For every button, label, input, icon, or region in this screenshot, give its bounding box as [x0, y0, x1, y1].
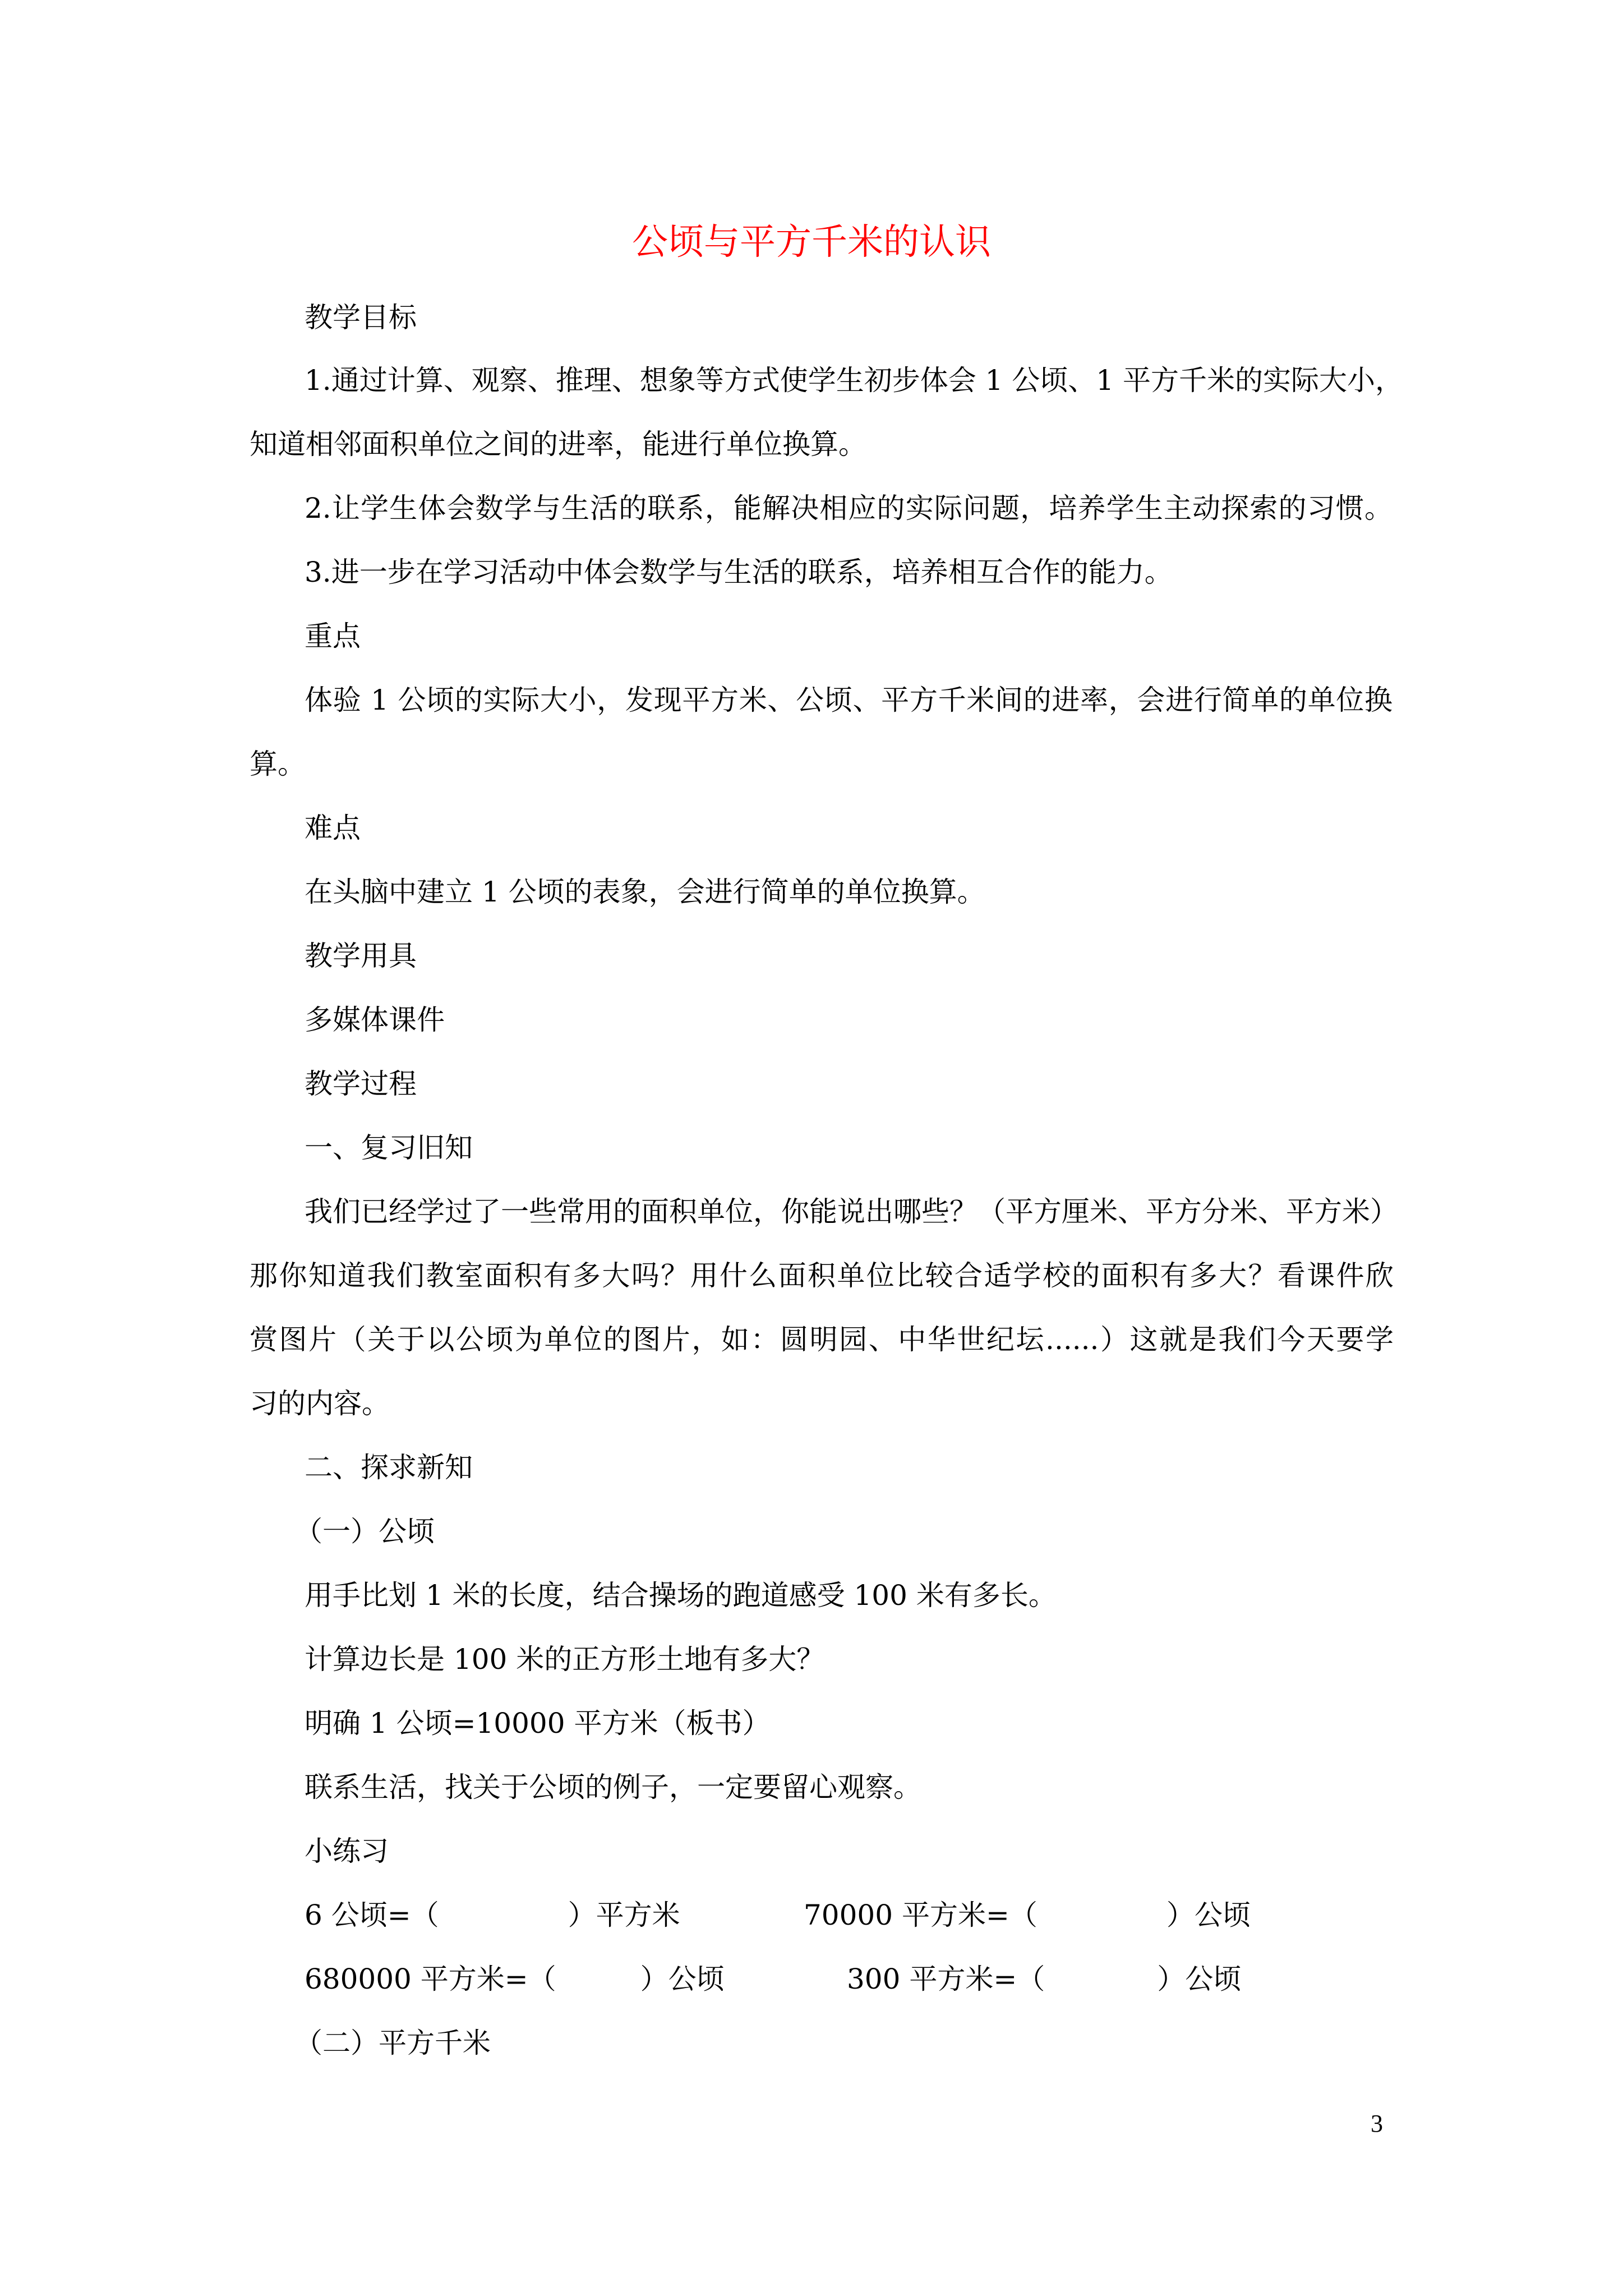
exercise-4-prefix: 300 平方米=（: [847, 1963, 1045, 1995]
goal-3: 3.进一步在学习活动中体会数学与生活的联系，培养相互合作的能力。: [305, 556, 1173, 588]
review-line1: 我们已经学过了一些常用的面积单位，你能说出哪些？（平方厘米、平方分米、平方米）: [305, 1195, 1398, 1228]
exercise-1-suffix: ）平方米: [568, 1899, 680, 1931]
goal-1-line2: 知道相邻面积单位之间的进率，能进行单位换算。: [250, 428, 866, 461]
exercise-3: [305, 1962, 725, 1996]
exercise-2-prefix: 70000 平方米=（: [804, 1899, 1038, 1931]
exercise-1-prefix: 6 公顷=（: [305, 1899, 439, 1931]
sub-heading-hectare: （一）公顷: [294, 1515, 435, 1548]
sub-heading-square-km: （二）平方千米: [294, 2027, 491, 2059]
goal-heading: 教学目标: [305, 301, 417, 334]
exercise-2-suffix: ）公顷: [1166, 1899, 1251, 1931]
practice-heading: 小练习: [305, 1835, 389, 1867]
difficulty-text: 在头脑中建立 1 公顷的表象，会进行简单的单位换算。: [305, 876, 985, 908]
review-line3: 赏图片（关于以公顷为单位的图片，如：圆明园、中华世纪坛......）这就是我们今天要学: [250, 1323, 1394, 1356]
hectare-line4: 联系生活，找关于公顷的例子，一定要留心观察。: [305, 1771, 921, 1803]
review-line4: 习的内容。: [250, 1387, 390, 1420]
tools-heading: 教学用具: [305, 940, 417, 972]
key-heading: 重点: [305, 620, 361, 652]
section-2-heading: 二、探求新知: [305, 1451, 473, 1484]
hectare-line3: 明确 1 公顷=10000 平方米（板书）: [305, 1707, 771, 1740]
review-line2: 那你知道我们教室面积有多大吗？用什么面积单位比较合适学校的面积有多大？看课件欣: [250, 1259, 1394, 1292]
exercise-1: [305, 1898, 680, 1932]
exercise-4: [847, 1962, 1241, 1996]
section-1-heading: 一、复习旧知: [305, 1131, 473, 1164]
key-line2: 算。: [250, 748, 306, 780]
key-line1: 体验 1 公顷的实际大小，发现平方米、公顷、平方千米间的进率，会进行简单的单位换: [305, 684, 1393, 716]
goal-2: 2.让学生体会数学与生活的联系，能解决相应的实际问题，培养学生主动探索的习惯。: [305, 492, 1393, 524]
exercise-4-suffix: ）公顷: [1157, 1963, 1242, 1995]
hectare-line2: 计算边长是 100 米的正方形土地有多大？: [305, 1643, 825, 1676]
difficulty-heading: 难点: [305, 812, 361, 844]
tools-text: 多媒体课件: [305, 1004, 445, 1036]
process-heading: 教学过程: [305, 1068, 417, 1100]
exercise-3-prefix: 680000 平方米=（: [305, 1963, 556, 1995]
page-number: 3: [1371, 2110, 1383, 2137]
exercise-2: [804, 1898, 1251, 1932]
page-title: 公顷与平方千米的认识: [632, 222, 991, 263]
hectare-line1: 用手比划 1 米的长度，结合操场的跑道感受 100 米有多长。: [305, 1579, 1057, 1612]
exercise-3-suffix: ）公顷: [640, 1963, 725, 1995]
goal-1-line1: 1.通过计算、观察、推理、想象等方式使学生初步体会 1 公顷、1 平方千米的实际大小，: [305, 364, 1404, 397]
